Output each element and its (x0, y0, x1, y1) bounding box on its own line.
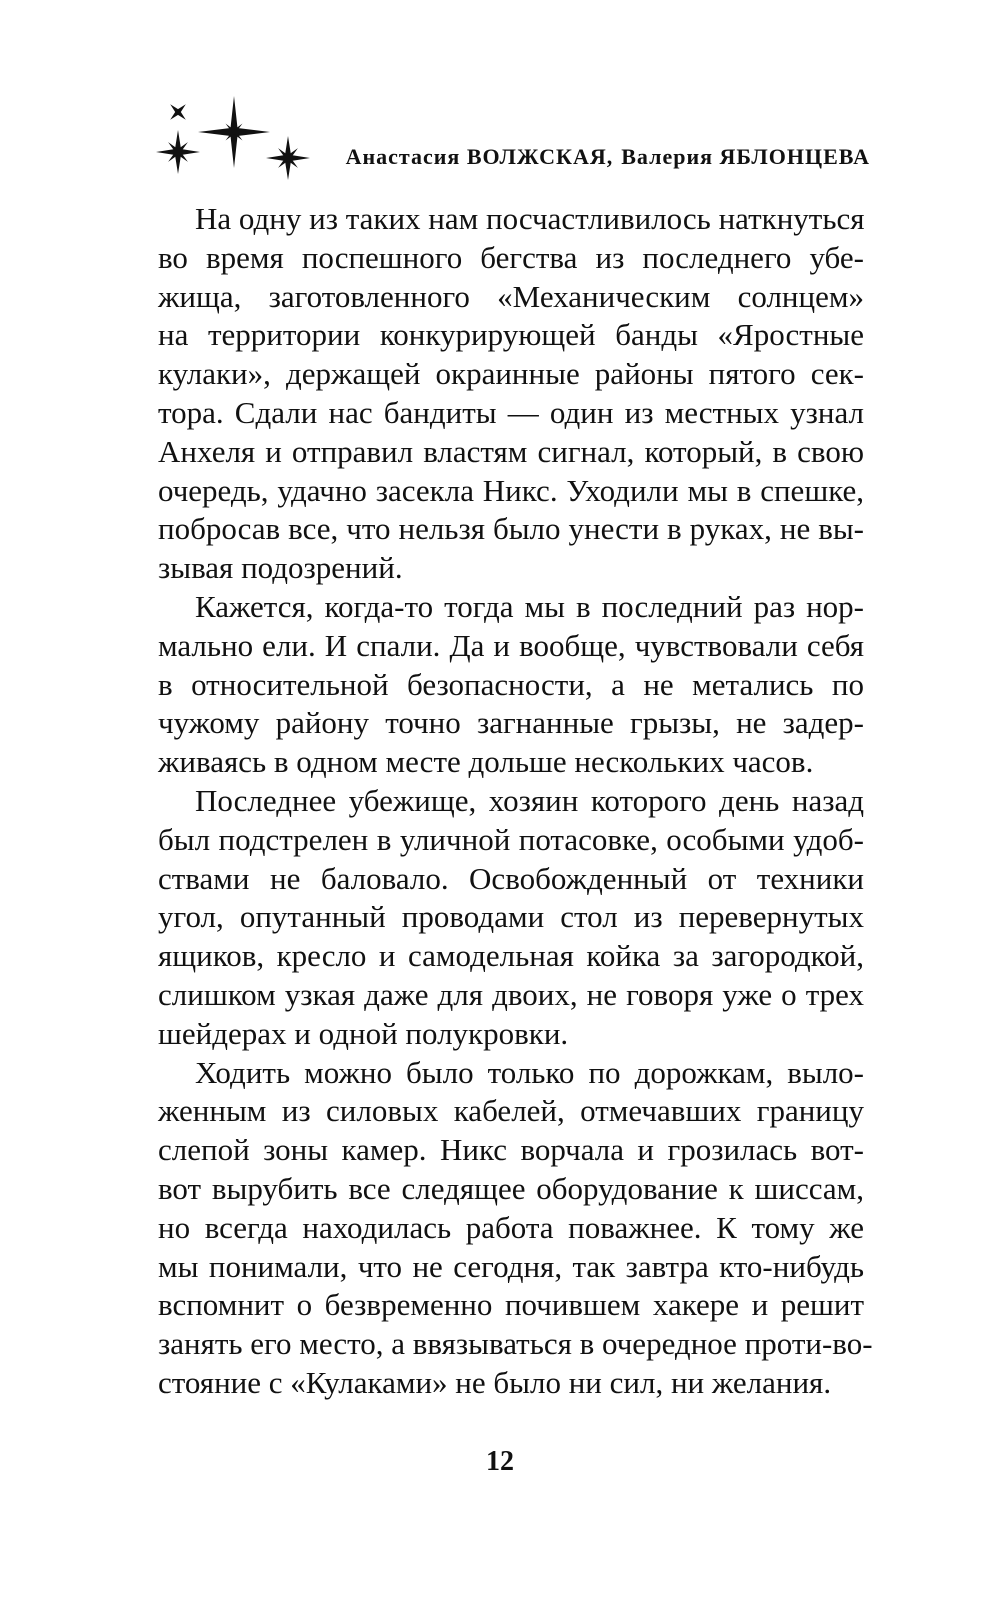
text-line: мы понимали, что не сегодня, так завтра кто-нибудь (158, 1248, 864, 1284)
text-line: Последнее убежище, хозяин которого день назад (195, 782, 864, 818)
text-line: живаясь в одном месте дольше нескольких часов. (158, 744, 814, 780)
author-1: Анастасия ВОЛЖСКАЯ, (345, 144, 614, 169)
text-line: был подстрелен в уличной потасовке, особыми удоб- (158, 821, 864, 857)
text-line: Ходить можно было только по дорожкам, выло- (195, 1054, 864, 1090)
text-line: зывая подозрений. (158, 550, 403, 586)
text-line: вспомнит о безвременно почившем хакере и решит (158, 1287, 864, 1323)
text-line: в относительной безопасности, а не метались по (158, 666, 864, 702)
text-line: кулаки», держащей окраинные районы пятого сек- (158, 356, 864, 392)
text-line: шейдерах и одной полукровки. (158, 1015, 569, 1051)
text-line: вот вырубить все следящее оборудование к шиссам, (158, 1170, 864, 1206)
text-line: ствами не баловало. Освобожденный от техники (158, 860, 864, 896)
paragraph (158, 1054, 873, 1403)
page-number: 12 (486, 1446, 514, 1477)
text-line: Кажется, когда-то тогда мы в последний раз нор- (195, 588, 864, 624)
text-line: чужому району точно загнанные грызы, не задер- (158, 705, 864, 741)
paragraph (158, 200, 864, 588)
text-line: жища, заготовленного «Механическим солнцем» (158, 278, 864, 314)
text-line: слепой зоны камер. Никс ворчала и грозилась вот- (158, 1132, 864, 1168)
text-line: Анхеля и отправил властям сигнал, который, в свою (158, 433, 864, 469)
text-line: занять его место, а ввязываться в очередное проти-во- (158, 1326, 873, 1362)
text-line: мально ели. И спали. Да и вообще, чувствовали себя (158, 627, 864, 663)
text-line: во время поспешного бегства из последнего убе- (158, 239, 864, 275)
text-line: угол, опутанный проводами стол из перевернутых (158, 899, 864, 935)
text-line: стояние с «Кулаками» не было ни сил, ни желания. (158, 1364, 832, 1400)
running-head-authors (346, 144, 870, 170)
author-2: Валерия ЯБЛОНЦЕВА (621, 144, 870, 169)
text-line: очередь, удачно засекла Никс. Уходили мы в спешке, (158, 472, 864, 508)
running-header (150, 92, 870, 192)
text-line: На одну из таких нам посчастливилось наткнуться (195, 201, 865, 236)
text-line: но всегда находилась работа поважнее. К тому же (158, 1209, 864, 1245)
text-line: женным из силовых кабелей, отмечавших границу (158, 1093, 864, 1129)
body-text (158, 200, 873, 1403)
text-line: тора. Сдали нас бандиты — один из местных узнал (158, 394, 864, 430)
text-line: ящиков, кресло и самодельная койка за загородкой, (158, 938, 864, 974)
four-stars-icon (150, 92, 310, 192)
paragraph (158, 782, 864, 1054)
text-line: побросав все, что нельзя было унести в руках, не вы- (158, 511, 864, 547)
paragraph (158, 588, 864, 782)
text-line: слишком узкая даже для двоих, не говоря уже о трех (158, 976, 864, 1012)
text-line: на территории конкурирующей банды «Яростные (158, 317, 864, 353)
